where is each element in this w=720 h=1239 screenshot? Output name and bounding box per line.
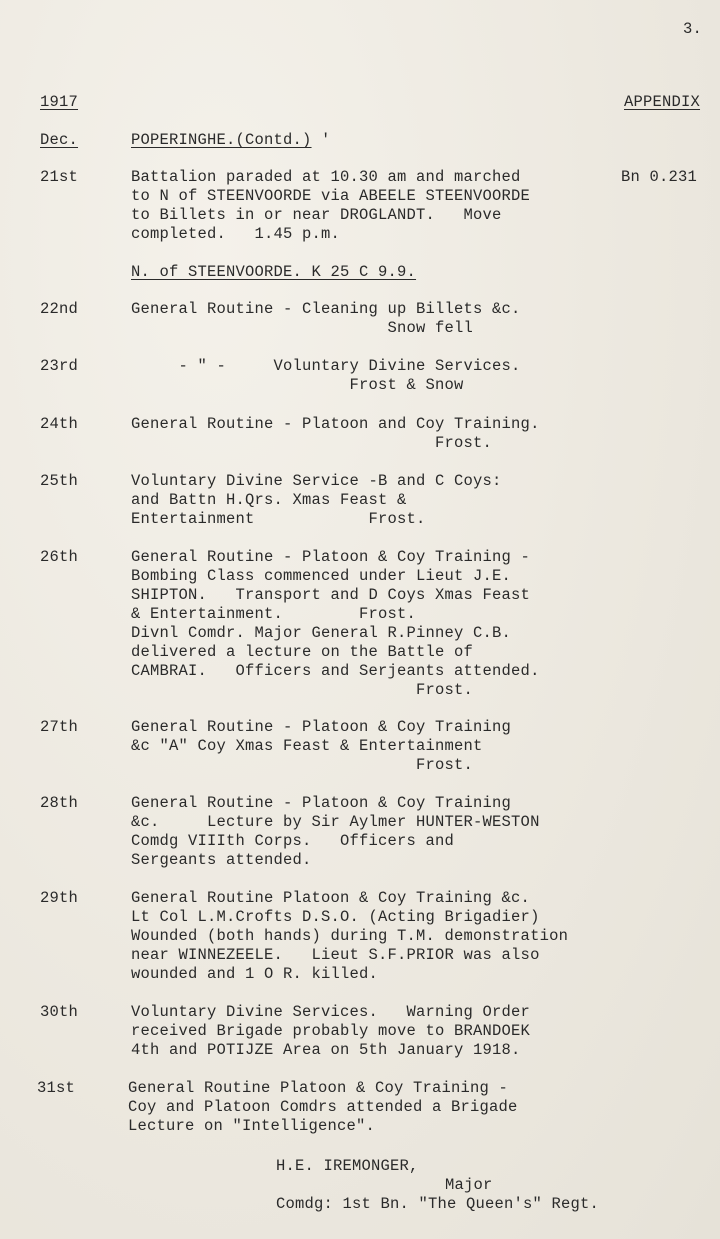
entry-line: Frost. bbox=[131, 434, 493, 452]
entry-line: to Billets in or near DROGLANDT. Move bbox=[131, 206, 502, 224]
entry-line: Sergeants attended. bbox=[131, 851, 312, 869]
appendix-heading: APPENDIX bbox=[624, 93, 701, 111]
entry-line: Battalion paraded at 10.30 am and marched bbox=[131, 168, 521, 186]
signatory-unit: Comdg: 1st Bn. "The Queen's" Regt. bbox=[276, 1195, 600, 1213]
entry-line: SHIPTON. Transport and D Coys Xmas Feast bbox=[131, 586, 531, 604]
year-heading: 1917 bbox=[40, 93, 79, 111]
signatory-rank: Major bbox=[445, 1176, 493, 1194]
entry-date: 23rd bbox=[40, 357, 79, 375]
entry-date: 22nd bbox=[40, 300, 79, 318]
entry-line: & Entertainment. Frost. bbox=[131, 605, 417, 623]
signatory-name: H.E. IREMONGER, bbox=[276, 1157, 419, 1175]
entry-line: Divnl Comdr. Major General R.Pinney C.B. bbox=[131, 624, 512, 642]
entry-line: &c. Lecture by Sir Aylmer HUNTER-WESTON bbox=[131, 813, 540, 831]
location-heading-text: POPERINGHE.(Contd.) bbox=[131, 131, 312, 149]
entry-line: completed. 1.45 p.m. bbox=[131, 225, 341, 243]
entry-date: 28th bbox=[40, 794, 79, 812]
entry-line: Comdg VIIIth Corps. Officers and bbox=[131, 832, 455, 850]
month-heading: Dec. bbox=[40, 131, 79, 149]
entry-line: Lecture on "Intelligence". bbox=[128, 1117, 376, 1135]
entry-line: - " - Voluntary Divine Services. bbox=[131, 357, 521, 375]
entry-line: General Routine Platoon & Coy Training &c. bbox=[131, 889, 531, 907]
entry-date: 21st bbox=[40, 168, 79, 186]
entry-date: 29th bbox=[40, 889, 79, 907]
tick-mark: ' bbox=[321, 131, 331, 149]
entry-line: Frost. bbox=[131, 756, 474, 774]
entry-date: 24th bbox=[40, 415, 79, 433]
entry-line: General Routine - Cleaning up Billets &c. bbox=[131, 300, 521, 318]
entry-line: General Routine - Platoon & Coy Training bbox=[131, 718, 512, 736]
entry-line: to N of STEENVOORDE via ABEELE STEENVOORDE bbox=[131, 187, 531, 205]
entry-line: near WINNEZEELE. Lieut S.F.PRIOR was also bbox=[131, 946, 540, 964]
entry-line: Snow fell bbox=[131, 319, 474, 337]
entry-line: General Routine - Platoon and Coy Training. bbox=[131, 415, 540, 433]
entry-line: Bombing Class commenced under Lieut J.E. bbox=[131, 567, 512, 585]
entry-line: delivered a lecture on the Battle of bbox=[131, 643, 474, 661]
entry-date: 30th bbox=[40, 1003, 79, 1021]
entry-date: 25th bbox=[40, 472, 79, 490]
entry-line: &c "A" Coy Xmas Feast & Entertainment bbox=[131, 737, 483, 755]
entry-line: Entertainment Frost. bbox=[131, 510, 426, 528]
entry-line: 4th and POTIJZE Area on 5th January 1918. bbox=[131, 1041, 521, 1059]
entry-line: General Routine - Platoon & Coy Training - bbox=[131, 548, 531, 566]
entry-date: 31st bbox=[37, 1079, 76, 1097]
entry-line: General Routine - Platoon & Coy Training bbox=[131, 794, 512, 812]
entry-line: Wounded (both hands) during T.M. demonstration bbox=[131, 927, 569, 945]
entry-line: Voluntary Divine Services. Warning Order bbox=[131, 1003, 531, 1021]
page-number: 3. bbox=[683, 20, 703, 38]
entry-line: CAMBRAI. Officers and Serjeants attended. bbox=[131, 662, 540, 680]
entry-line: General Routine Platoon & Coy Training - bbox=[128, 1079, 509, 1097]
entry-line: Voluntary Divine Service -B and C Coys: bbox=[131, 472, 502, 490]
entry-line: Frost & Snow bbox=[131, 376, 464, 394]
entry-line: wounded and 1 O R. killed. bbox=[131, 965, 379, 983]
appendix-reference: Bn 0.231 bbox=[621, 168, 698, 186]
location-heading bbox=[131, 131, 331, 150]
location-subheading: N. of STEENVOORDE. K 25 C 9.9. bbox=[131, 263, 417, 281]
entry-date: 26th bbox=[40, 548, 79, 566]
entry-line: received Brigade probably move to BRANDOEK bbox=[131, 1022, 531, 1040]
entry-line: and Battn H.Qrs. Xmas Feast & bbox=[131, 491, 407, 509]
entry-date: 27th bbox=[40, 718, 79, 736]
entry-line: Frost. bbox=[131, 681, 474, 699]
entry-line: Lt Col L.M.Crofts D.S.O. (Acting Brigadier) bbox=[131, 908, 540, 926]
entry-line: Coy and Platoon Comdrs attended a Brigade bbox=[128, 1098, 518, 1116]
